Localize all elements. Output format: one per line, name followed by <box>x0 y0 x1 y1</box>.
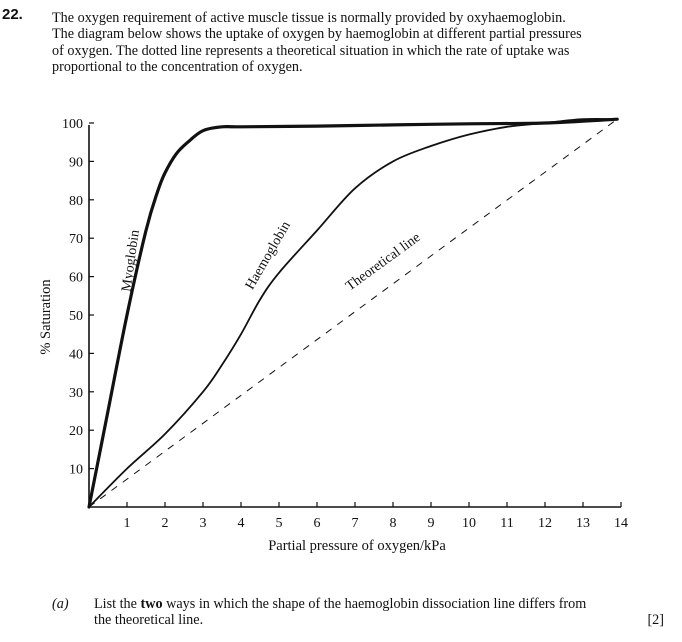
x-tick-label: 7 <box>351 516 359 531</box>
x-tick-label: 13 <box>576 516 590 531</box>
x-tick-label: 5 <box>275 516 283 531</box>
chart-axes <box>38 117 628 554</box>
y-tick-label: 30 <box>69 385 83 401</box>
intro-line: The oxygen requirement of active muscle tissue is normally provided by oxyhaemoglobin. <box>52 10 566 26</box>
x-tick-label: 8 <box>389 516 397 531</box>
y-tick-label: 60 <box>69 270 83 286</box>
part-a-text-before: List the <box>94 596 141 612</box>
x-axis-title: Partial pressure of oxygen/kPa <box>268 538 446 554</box>
x-tick-label: 10 <box>462 516 476 531</box>
x-tick-label: 6 <box>313 516 321 531</box>
theoretical-line-annotation: Theoretical line <box>343 230 424 295</box>
myoglobin-annotation: Myoglobin <box>119 228 143 293</box>
part-a-text-after: ways in which the shape of the haemoglobin dissociation line differs from <box>162 596 587 612</box>
part-a-text-bold: two <box>140 596 163 612</box>
x-tick-label: 1 <box>123 516 131 531</box>
y-tick-label: 70 <box>69 232 83 248</box>
part-a-text <box>94 596 664 629</box>
part-a-marks: [2] <box>647 612 664 628</box>
y-tick-label: 10 <box>69 462 83 478</box>
x-tick-label: 2 <box>161 516 169 531</box>
x-tick-label: 14 <box>614 516 628 531</box>
x-tick-label: 4 <box>237 516 245 531</box>
y-axis-title: % Saturation <box>38 279 54 355</box>
y-tick-label: 50 <box>69 309 83 324</box>
question-number: 22. <box>2 6 23 23</box>
intro-line: proportional to the concentration of oxygen. <box>52 59 303 76</box>
x-tick-label: 9 <box>427 516 435 531</box>
y-tick-label: 100 <box>62 117 83 132</box>
y-tick-label: 20 <box>69 424 83 440</box>
x-tick-label: 11 <box>500 516 514 531</box>
y-tick-label: 40 <box>69 347 83 363</box>
y-tick-label: 90 <box>69 155 83 171</box>
intro-line: of oxygen. The dotted line represents a theoretical situation in which the rate of uptake was <box>52 42 570 59</box>
part-a-line-2: the theoretical line. <box>94 612 204 629</box>
x-tick-label: 3 <box>199 516 207 531</box>
part-a-line-1 <box>94 596 664 612</box>
chart-series <box>89 119 617 507</box>
x-tick-label: 12 <box>538 516 552 531</box>
y-tick-label: 80 <box>69 193 83 209</box>
intro-line: The diagram below shows the uptake of oxygen by haemoglobin at different partial pressures <box>52 26 582 43</box>
haemoglobin-annotation: Haemoglobin <box>242 218 294 293</box>
part-a-label: (a) <box>52 596 69 612</box>
theoretical-line-curve <box>89 119 617 507</box>
